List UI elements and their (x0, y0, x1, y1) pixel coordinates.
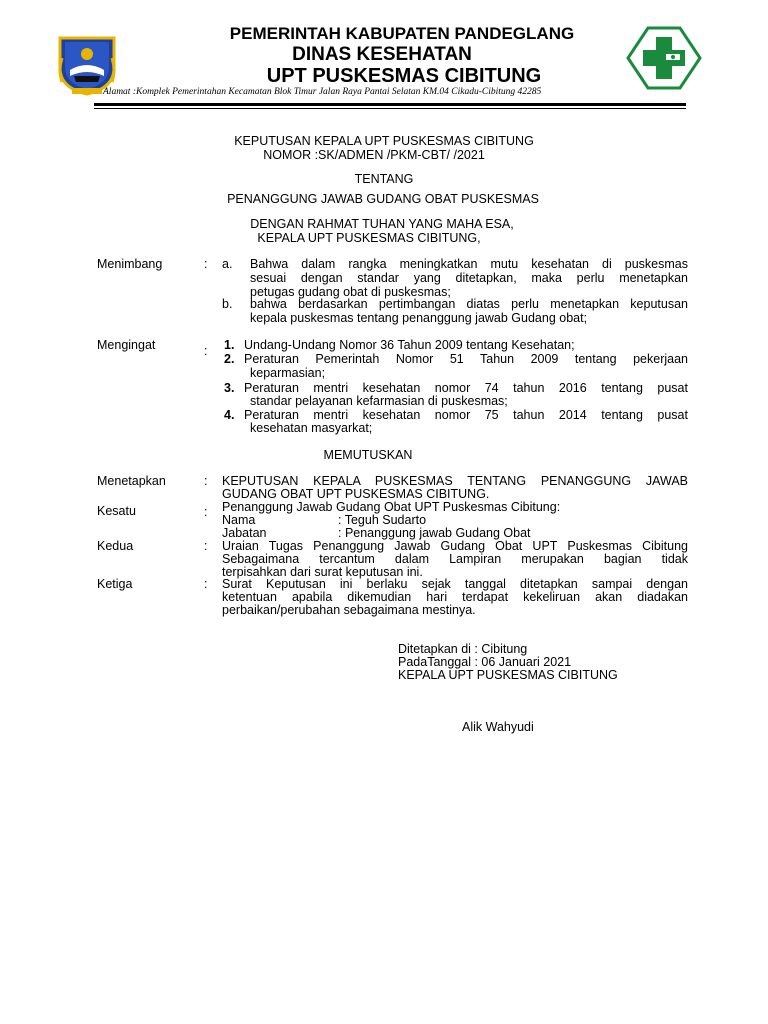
kedua-line2: Sebagaimana tercantum dalam Lampiran merupakan bagian tidak (222, 552, 688, 566)
mengingat-item4-line2: kesehatan masyarkat; (250, 421, 373, 435)
menimbang-item-a-line1: Bahwa dalam rangka meningkatkan mutu kesehatan di puskesmas (250, 257, 688, 271)
title-number: NOMOR :SK/ADMEN /PKM-CBT/ /2021 (263, 148, 485, 162)
kedua-line3: terpisahkan dari surat keputusan ini. (222, 565, 423, 579)
title-tentang: TENTANG (354, 172, 414, 186)
title-rahmat2: KEPALA UPT PUSKESMAS CIBITUNG, (257, 231, 481, 245)
kedua-colon: : (204, 539, 208, 553)
title-rahmat1: DENGAN RAHMAT TUHAN YANG MAHA ESA, (250, 217, 514, 231)
menetapkan-line2: GUDANG OBAT UPT PUSKESMAS CIBITUNG. (222, 487, 490, 501)
kesatu-line: Penanggung Jawab Gudang Obat UPT Puskesmas Cibitung: (222, 500, 561, 514)
menimbang-item-b-line2: kepala puskesmas tentang penanggung jawab Gudang obat; (250, 311, 588, 325)
menimbang-marker-b: b. (222, 297, 233, 311)
mengingat-marker-1: 1. (224, 338, 235, 352)
mengingat-marker-4: 4. (224, 408, 235, 422)
ketiga-label: Ketiga (97, 577, 133, 591)
mengingat-marker-2: 2. (224, 352, 235, 366)
mengingat-item4-line1: Peraturan mentri kesehatan nomor 75 tahun 2014 tentang pusat (244, 408, 688, 422)
kedua-label: Kedua (97, 539, 134, 553)
mengingat-label: Mengingat (97, 338, 156, 352)
menimbang-item-a-line2: sesuai dengan standar yang ditetapkan, maka perlu menetapkan (250, 271, 688, 285)
menetapkan-colon: : (204, 474, 208, 488)
mengingat-item2-line1: Peraturan Pemerintah Nomor 51 Tahun 2009 tentang pekerjaan (244, 352, 688, 366)
menimbang-item-a-line3: petugas gudang obat di puskesmas; (250, 285, 451, 299)
header-line1: PEMERINTAH KABUPATEN PANDEGLANG (229, 24, 575, 43)
mengingat-item3-line2: standar pelayanan kefarmasian di puskesmas; (250, 394, 508, 408)
header-rule-thin (94, 108, 686, 109)
header-rule-thick (94, 103, 686, 106)
mengingat-item2-line2: keparmasian; (250, 366, 326, 380)
kesatu-colon: : (204, 505, 208, 519)
menimbang-colon: : (204, 257, 208, 271)
ketiga-colon: : (204, 577, 208, 591)
ketiga-line3: perbaikan/perubahan sebagaimana mestinya. (222, 603, 476, 617)
signature-name: Alik Wahyudi (462, 720, 534, 734)
signature-date: PadaTanggal : 06 Januari 2021 (398, 655, 572, 669)
mengingat-colon: : (204, 344, 208, 358)
header-line3: UPT PUSKESMAS CIBITUNG (266, 65, 542, 87)
kesatu-nama-label: Nama (222, 513, 256, 527)
title-line1: KEPUTUSAN KEPALA UPT PUSKESMAS CIBITUNG (234, 134, 534, 148)
menimbang-item-b-line1: bahwa berdasarkan pertimbangan diatas perlu menetapkan keputusan (250, 297, 688, 311)
menetapkan-label: Menetapkan (97, 474, 166, 488)
kedua-line1: Uraian Tugas Penanggung Jawab Gudang Obat UPT Puskesmas Cibitung (222, 539, 688, 553)
ketiga-line1: Surat Keputusan ini berlaku sejak tanggal ditetapkan sampai dengan (222, 577, 688, 591)
mengingat-marker-3: 3. (224, 381, 235, 395)
menetapkan-line1: KEPUTUSAN KEPALA PUSKESMAS TENTANG PENANGGUNG JAWAB (222, 474, 688, 488)
signature-position: KEPALA UPT PUSKESMAS CIBITUNG (398, 668, 618, 682)
header-line2: DINAS KESEHATAN (292, 44, 472, 65)
kesatu-jabatan-value: : Penanggung jawab Gudang Obat (338, 526, 531, 540)
header-address: Alamat :Komplek Pemerintahan Kecamatan Blok Timur Jalan Raya Pantai Selatan KM.04 Cikadu-Cibitung 42285 (103, 87, 542, 97)
menimbang-label: Menimbang (97, 257, 163, 271)
title-subject: PENANGGUNG JAWAB GUDANG OBAT PUSKESMAS (227, 192, 539, 206)
kesatu-nama-value: : Teguh Sudarto (338, 513, 427, 527)
signature-place: Ditetapkan di : Cibitung (398, 642, 528, 656)
menimbang-marker-a: a. (222, 257, 233, 271)
kesatu-jabatan-label: Jabatan (222, 526, 267, 540)
kesatu-label: Kesatu (97, 504, 136, 518)
mengingat-item3-line1: Peraturan mentri kesehatan nomor 74 tahun 2016 tentang pusat (244, 381, 688, 395)
mengingat-item1-line1: Undang-Undang Nomor 36 Tahun 2009 tentang Kesehatan; (244, 338, 575, 352)
ketiga-line2: ketentuan apabila dikemudian hari terdapat kekeliruan akan diadakan (222, 590, 688, 604)
memutuskan-heading: MEMUTUSKAN (323, 448, 413, 462)
